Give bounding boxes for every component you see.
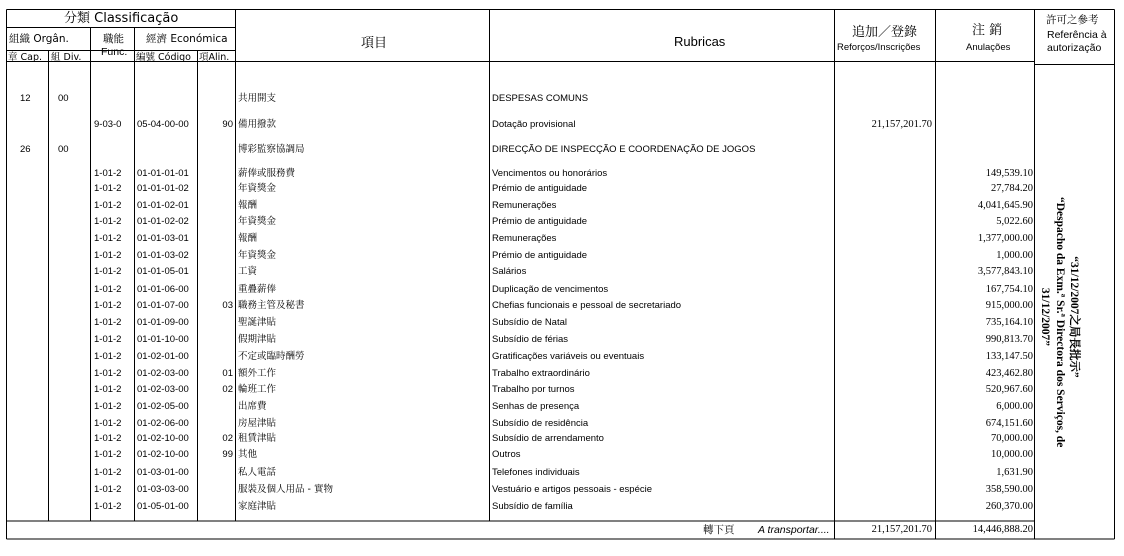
header-referencia-cn: 許可之參考 — [1046, 14, 1099, 26]
cell-pt: Prémio de antiguidade — [492, 216, 588, 227]
footer-label-pt: A transportar.... — [758, 524, 830, 536]
cell-pt: Prémio de antiguidade — [492, 183, 588, 194]
cell-anulacao: 358,590.00 — [985, 484, 1033, 495]
cell-cn: 不定或臨時酬勞 — [238, 351, 305, 362]
cell-codigo: 01-02-06-00 — [137, 418, 189, 429]
cell-cn: 假期津貼 — [238, 334, 277, 345]
referencia-note-line1: “31/12/2007之局長批示” — [1068, 256, 1080, 378]
cell-anulacao: 6,000.00 — [996, 401, 1033, 412]
cell-pt: Vencimentos ou honorários — [492, 168, 608, 179]
cell-cn: 共用開支 — [238, 93, 277, 104]
cell-alin: 02 — [222, 433, 233, 444]
header-reforcos-pt: Reforços/Inscrições — [837, 42, 921, 53]
footer-reforco-total: 21,157,201.70 — [871, 524, 932, 535]
cell-alin: 90 — [222, 119, 233, 130]
cell-anulacao: 149,539.10 — [985, 168, 1033, 179]
cell-codigo: 01-02-01-00 — [137, 351, 189, 362]
cell-codigo: 01-01-06-00 — [137, 284, 189, 295]
header-reforcos-cn: 追加／登錄 — [852, 25, 918, 40]
cell-pt: DESPESAS COMUNS — [492, 93, 589, 104]
budget-table — [6, 9, 1115, 540]
cell-cn: 租賃津貼 — [238, 433, 277, 444]
cell-cn: 博彩監察協調局 — [238, 144, 305, 155]
cell-codigo: 01-01-01-01 — [137, 168, 189, 179]
cell-anulacao: 27,784.20 — [991, 183, 1033, 194]
cell-func: 1-01-2 — [94, 433, 122, 444]
cell-pt: Remunerações — [492, 200, 557, 211]
cell-alin: 01 — [222, 368, 233, 379]
cell-func: 1-01-2 — [94, 233, 122, 244]
cell-pt: Dotação provisional — [492, 119, 576, 130]
cell-anulacao: 133,147.50 — [985, 351, 1033, 362]
cell-cn: 聖誕津貼 — [238, 317, 277, 328]
cell-anulacao: 990,813.70 — [985, 334, 1033, 345]
cell-codigo: 01-02-03-00 — [137, 368, 189, 379]
cell-codigo: 01-02-05-00 — [137, 401, 189, 412]
cell-codigo: 01-01-10-00 — [137, 334, 189, 345]
header-cap: 章 Cap. — [8, 52, 43, 63]
cell-pt: Telefones individuais — [492, 467, 580, 478]
cell-codigo: 01-02-10-00 — [137, 433, 189, 444]
cell-cn: 報酬 — [238, 233, 258, 244]
cell-func: 1-01-2 — [94, 168, 122, 179]
cell-func: 1-01-2 — [94, 484, 122, 495]
cell-cn: 出席費 — [238, 401, 267, 412]
cell-anulacao: 70,000.00 — [991, 433, 1033, 444]
cell-pt: Trabalho por turnos — [492, 384, 575, 395]
cell-pt: Subsídio de Natal — [492, 317, 567, 328]
cell-alin: 02 — [222, 384, 233, 395]
cell-func: 1-01-2 — [94, 266, 122, 277]
cell-pt: Subsídio de arrendamento — [492, 433, 604, 444]
cell-anulacao: 915,000.00 — [985, 300, 1033, 311]
cell-codigo: 01-01-03-01 — [137, 233, 189, 244]
cell-cn: 服裝及個人用品 - 實物 — [238, 484, 333, 495]
header-alin: 項Alin. — [199, 52, 230, 63]
cell-codigo: 05-04-00-00 — [137, 119, 189, 130]
cell-pt: Chefias funcionais e pessoal de secretariado — [492, 300, 682, 311]
referencia-note-line2: “Despacho da Exm.ª Sr.ª Directora dos Serviços, de — [1053, 197, 1066, 448]
cell-cn: 年資獎金 — [238, 250, 277, 261]
cell-func: 1-01-2 — [94, 501, 122, 512]
header-economica: 經濟 Económica — [146, 33, 228, 45]
cell-cn: 備用撥款 — [238, 119, 277, 130]
header-funcional-cn: 職能 — [103, 33, 124, 45]
header-referencia-pt1: Referência à — [1047, 29, 1107, 41]
cell-pt: Salários — [492, 266, 527, 277]
cell-cn: 額外工作 — [238, 368, 277, 379]
cell-codigo: 01-05-01-00 — [137, 501, 189, 512]
header-organica: 組織 Orgân. — [9, 33, 69, 45]
cell-pt: Vestuário e artigos pessoais - espécie — [492, 484, 653, 495]
cell-pt: DIRECÇÃO DE INSPECÇÃO E COORDENAÇÃO DE JOGOS — [492, 144, 756, 155]
cell-codigo: 01-01-01-02 — [137, 183, 189, 194]
cell-cn: 年資獎金 — [238, 183, 277, 194]
header-rubricas-pt: Rubricas — [674, 34, 726, 49]
header-rubricas-cn: 項目 — [361, 36, 388, 51]
footer-anulacao-total: 14,446,888.20 — [972, 524, 1033, 535]
cell-anulacao: 735,164.10 — [985, 317, 1033, 328]
header-classificacao: 分類 Classificação — [64, 11, 179, 26]
cell-anulacao: 1,377,000.00 — [977, 233, 1033, 244]
cell-func: 1-01-2 — [94, 401, 122, 412]
cell-anulacao: 260,370.00 — [985, 501, 1033, 512]
cell-anulacao: 3,577,843.10 — [977, 266, 1033, 277]
cell-anulacao: 520,967.60 — [985, 384, 1033, 395]
cell-pt: Remunerações — [492, 233, 557, 244]
cell-alin: 99 — [222, 449, 233, 460]
cell-func: 1-01-2 — [94, 334, 122, 345]
cell-pt: Outros — [492, 449, 521, 460]
cell-func: 1-01-2 — [94, 317, 122, 328]
cell-func: 1-01-2 — [94, 418, 122, 429]
cell-codigo: 01-01-03-02 — [137, 250, 189, 261]
cell-func: 1-01-2 — [94, 449, 122, 460]
cell-anulacao: 674,151.60 — [985, 418, 1033, 429]
cell-cn: 其他 — [238, 449, 258, 460]
cell-pt: Subsídio de residência — [492, 418, 589, 429]
header-codigo: 編號 Código — [136, 52, 191, 63]
cell-div: 00 — [58, 144, 69, 155]
cell-codigo: 01-01-07-00 — [137, 300, 189, 311]
cell-codigo: 01-02-10-00 — [137, 449, 189, 460]
cell-anulacao: 5,022.60 — [996, 216, 1033, 227]
cell-cn: 輪班工作 — [238, 384, 277, 395]
cell-codigo: 01-03-03-00 — [137, 484, 189, 495]
cell-anulacao: 4,041,645.90 — [977, 200, 1033, 211]
cell-func: 1-01-2 — [94, 300, 122, 311]
cell-pt: Subsídio de família — [492, 501, 573, 512]
cell-pt: Gratificações variáveis ou eventuais — [492, 351, 645, 362]
header-anulacoes-pt: Anulações — [966, 42, 1011, 53]
cell-anulacao: 1,000.00 — [996, 250, 1033, 261]
cell-cn: 薪俸或服務費 — [238, 168, 296, 179]
cell-func: 1-01-2 — [94, 384, 122, 395]
cell-anulacao: 1,631.90 — [996, 467, 1033, 478]
cell-func: 1-01-2 — [94, 351, 122, 362]
cell-pt: Senhas de presença — [492, 401, 580, 412]
footer-label-cn: 轉下頁 — [703, 524, 735, 536]
cell-cn: 報酬 — [238, 200, 258, 211]
cell-cap: 12 — [20, 93, 31, 104]
cell-cn: 私人電話 — [238, 467, 277, 478]
cell-codigo: 01-02-03-00 — [137, 384, 189, 395]
cell-codigo: 01-03-01-00 — [137, 467, 189, 478]
cell-func: 1-01-2 — [94, 216, 122, 227]
cell-codigo: 01-01-09-00 — [137, 317, 189, 328]
cell-func: 1-01-2 — [94, 467, 122, 478]
cell-codigo: 01-01-02-01 — [137, 200, 189, 211]
cell-func: 9-03-0 — [94, 119, 122, 130]
cell-reforco: 21,157,201.70 — [871, 119, 932, 130]
cell-func: 1-01-2 — [94, 284, 122, 295]
header-referencia-pt2: autorização — [1047, 42, 1102, 54]
cell-anulacao: 167,754.10 — [985, 284, 1033, 295]
cell-codigo: 01-01-02-02 — [137, 216, 189, 227]
header-funcional-pt: Func. — [101, 46, 128, 58]
cell-anulacao: 10,000.00 — [991, 449, 1033, 460]
cell-codigo: 01-01-05-01 — [137, 266, 189, 277]
cell-pt: Trabalho extraordinário — [492, 368, 590, 379]
cell-func: 1-01-2 — [94, 200, 122, 211]
cell-pt: Prémio de antiguidade — [492, 250, 588, 261]
cell-cn: 工資 — [238, 266, 258, 277]
cell-cap: 26 — [20, 144, 31, 155]
cell-func: 1-01-2 — [94, 183, 122, 194]
cell-cn: 家庭津貼 — [238, 501, 277, 512]
cell-pt: Subsídio de férias — [492, 334, 569, 345]
referencia-note-line3: 31/12/2007” — [1039, 287, 1052, 347]
cell-cn: 職務主管及秘書 — [238, 300, 305, 311]
cell-div: 00 — [58, 93, 69, 104]
cell-func: 1-01-2 — [94, 250, 122, 261]
cell-anulacao: 423,462.80 — [985, 368, 1033, 379]
header-anulacoes-cn: 注 銷 — [972, 23, 1003, 38]
cell-cn: 房屋津貼 — [238, 418, 277, 429]
cell-cn: 重疊薪俸 — [238, 284, 277, 295]
header-div: 組 Div. — [51, 52, 82, 63]
cell-pt: Duplicação de vencimentos — [492, 284, 609, 295]
cell-cn: 年資獎金 — [238, 216, 277, 227]
cell-func: 1-01-2 — [94, 368, 122, 379]
cell-alin: 03 — [222, 300, 233, 311]
